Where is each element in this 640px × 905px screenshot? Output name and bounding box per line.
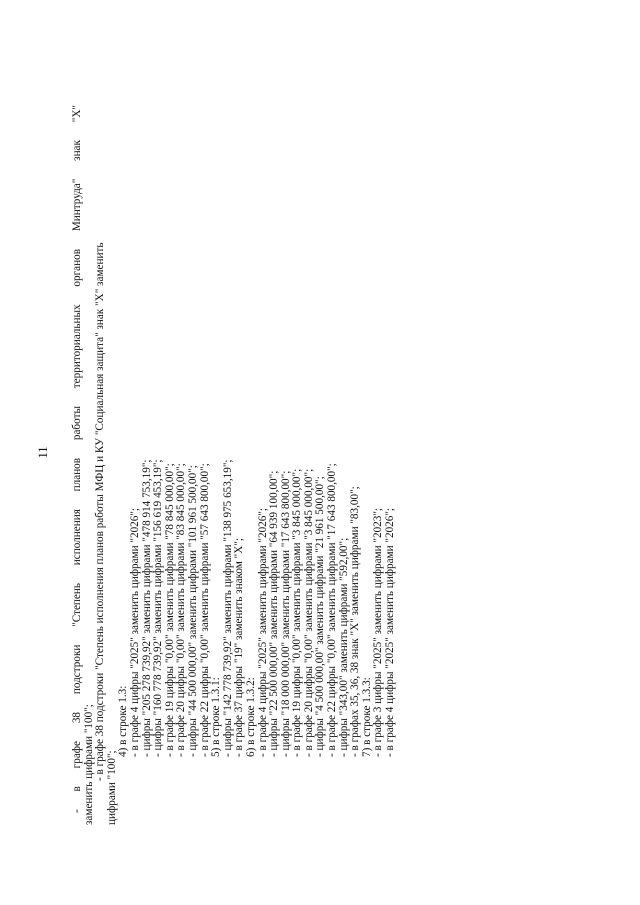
text-line: 4) в строке 1.3: bbox=[117, 685, 130, 757]
text-line: - цифры "343,00" заменить цифрами "592,00"; bbox=[337, 537, 350, 757]
text-line: - в графах 35, 36, 38 знак "X" заменить цифрами "83,00"; bbox=[349, 486, 362, 757]
text-line: - в графе 22 цифры "0,00" заменить цифрами "17 643 800,00"; bbox=[326, 463, 339, 757]
text-line: - в графе 22 цифры "0,00" заменить цифрами "57 643 800,00"; bbox=[198, 463, 211, 757]
text-line: - цифры "4 500 000,00" заменить цифрами "21 961 500,00"; bbox=[314, 476, 327, 757]
document-text bbox=[72, 105, 397, 825]
text-line: - в графе 38 подстроки "Степень исполнения планов работы МФЦ и КУ "Социальная защита" знак "X" заменить bbox=[94, 242, 107, 781]
text-line: - в графе 3 цифры "2025" заменить цифрами "2023"; bbox=[372, 507, 385, 757]
text-line: - цифры "44 500 000,00" заменить цифрами "101 961 500,00"; bbox=[186, 465, 199, 757]
text-line: 6) в строке 1.3.2: bbox=[244, 677, 257, 757]
text-line: - цифры "22 500 000,00" заменить цифрами "64 939 100,00"; bbox=[268, 470, 281, 757]
text-line: - цифры "18 000 000,00" заменить цифрами "17 643 800,00"; bbox=[279, 470, 292, 757]
text-line: - в графе 4 цифры "2025" заменить цифрами "2026"; bbox=[128, 507, 141, 757]
text-line: - цифры "160 778 739,92" заменить цифрами "156 619 453,19"; bbox=[152, 459, 165, 757]
text-line: - в графе 20 цифры "0,00" заменить цифрами "83 845 000,00"; bbox=[175, 463, 188, 757]
text-line: 7) в строке 1.3.3: bbox=[360, 677, 373, 757]
text-line: - в графе 4 цифры "2025" заменить цифрами "2026"; bbox=[384, 507, 397, 757]
text-line: - в графе 38 подстроки "Степень исполнения планов работы территориальных органов Минтруда" знак "X" bbox=[71, 105, 83, 813]
text-line: - цифры "205 278 739,92" заменить цифрами "478 914 753,19"; bbox=[140, 459, 153, 757]
page-number: 11 bbox=[36, 446, 50, 459]
text-line: 5) в строке 1.3.1: bbox=[210, 677, 223, 757]
text-line: - в графе 37 цифры "19" заменить знаком "X"; bbox=[233, 537, 246, 757]
text-line: заменить цифрами "100"; bbox=[82, 704, 95, 825]
text-line: цифрами "100"; bbox=[105, 750, 118, 825]
text-line: - в графе 19 цифры "0,00" заменить цифрами "78 845 000,00"; bbox=[163, 463, 176, 757]
text-line: - цифры "142 778 739,92" заменить цифрами "138 975 653,19"; bbox=[221, 459, 234, 757]
text-line: - в графе 20 цифры "0,00" заменить цифрами "3 845 000,00"; bbox=[302, 468, 315, 757]
text-line: - в графе 19 цифры "0,00" заменить цифрами "3 845 000,00"; bbox=[291, 468, 304, 757]
text-line: - в графе 4 цифры "2025" заменить цифрами "2026"; bbox=[256, 507, 269, 757]
